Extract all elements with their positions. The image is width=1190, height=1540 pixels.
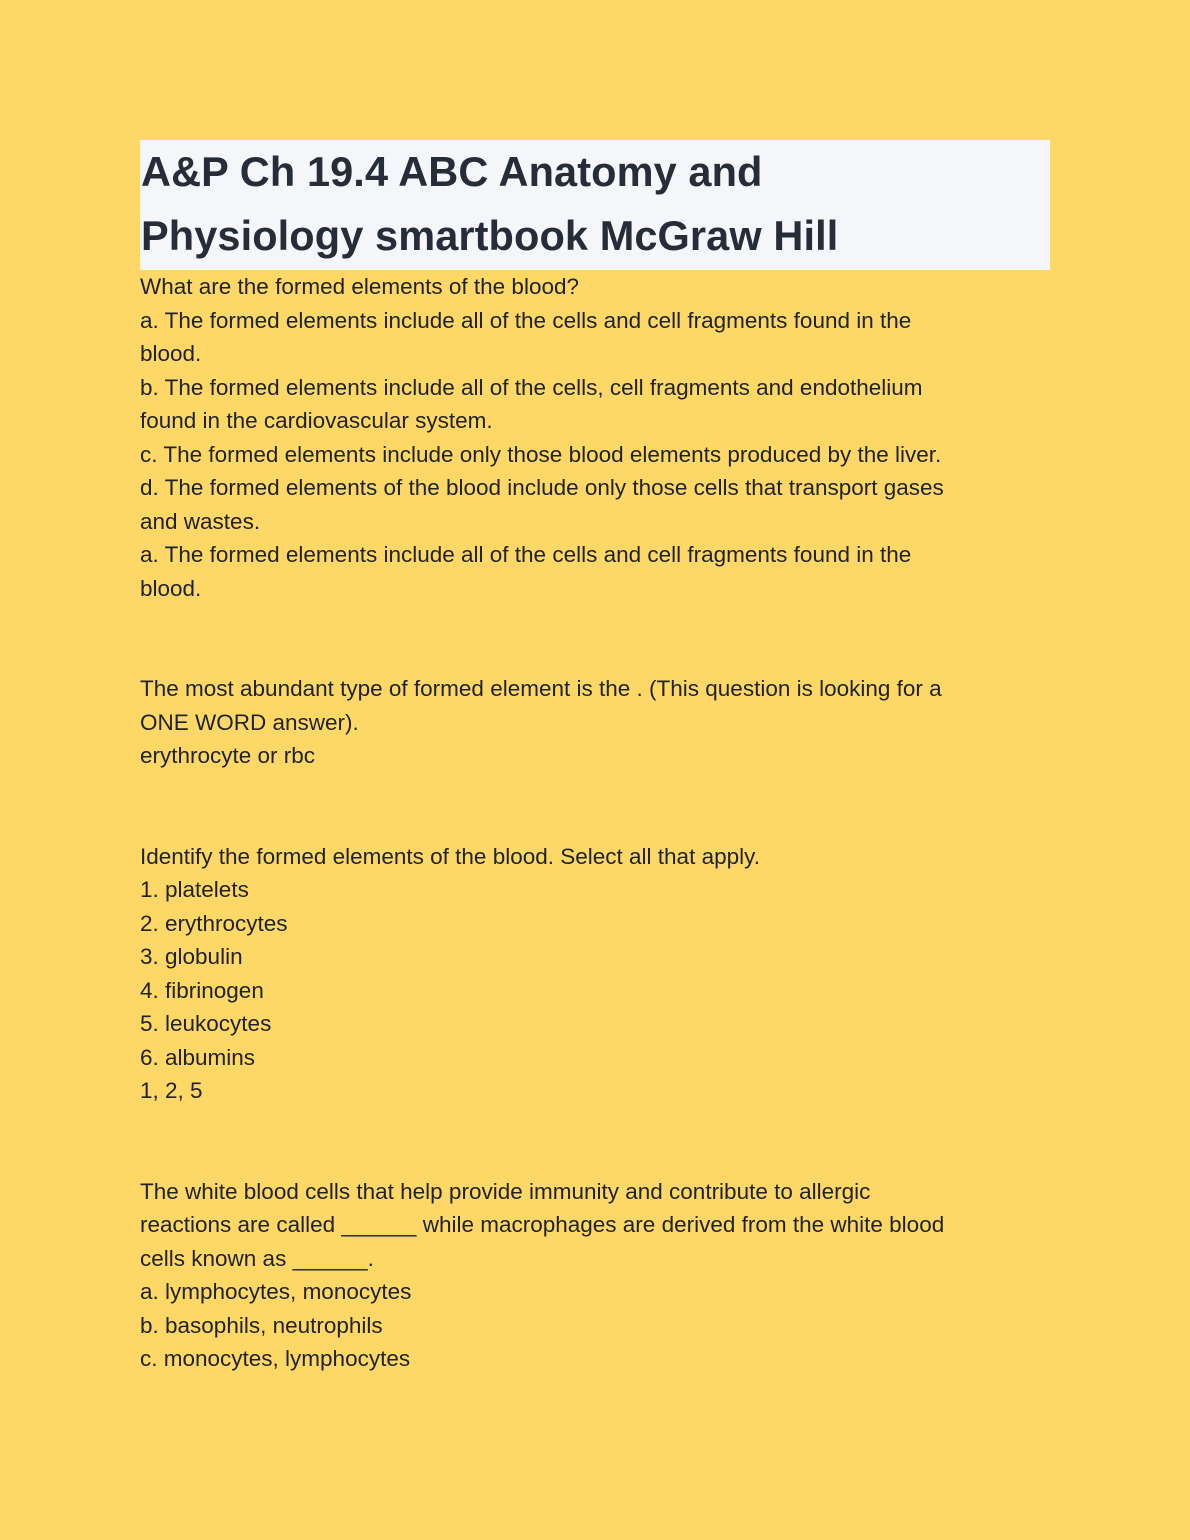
question-line: c. The formed elements include only those blood elements produced by the liver. <box>140 441 942 467</box>
question-line: a. The formed elements include all of the cells and cell fragments found in the <box>140 307 912 333</box>
question-line: reactions are called ______ while macrophages are derived from the white blood <box>140 1212 945 1237</box>
spacer <box>140 605 1050 672</box>
question-line: The most abundant type of formed element is the . (This question is looking for a <box>140 676 942 701</box>
answer-line: blood. <box>140 575 202 601</box>
question-line: cells known as ______. <box>140 1245 374 1271</box>
question-line: What are the formed elements of the blood? <box>140 274 580 299</box>
question-line: d. The formed elements of the blood include only those cells that transport gases <box>140 475 944 500</box>
question-block-1 <box>140 270 1050 605</box>
option-line: 6. albumins <box>140 1044 256 1070</box>
option-line: 1. platelets <box>140 877 249 902</box>
option-line: 2. erythrocytes <box>140 910 288 936</box>
question-line: b. The formed elements include all of the cells, cell fragments and endothelium <box>140 374 923 400</box>
title-line-2: Physiology smartbook McGraw Hill <box>141 212 839 259</box>
question-line: Identify the formed elements of the blood. Select all that apply. <box>140 843 760 869</box>
question-block-2 <box>140 672 1050 773</box>
option-line: a. lymphocytes, monocytes <box>140 1279 412 1304</box>
answer-line: erythrocyte or rbc <box>140 743 316 768</box>
question-block-3 <box>140 840 1050 1108</box>
question-block-4 <box>140 1175 1050 1376</box>
option-line: 5. leukocytes <box>140 1011 272 1036</box>
spacer <box>140 1108 1050 1175</box>
document-page <box>140 140 1050 1376</box>
question-line: and wastes. <box>140 508 261 534</box>
answer-line: a. The formed elements include all of the cells and cell fragments found in the <box>140 542 912 567</box>
document-title <box>141 140 1050 268</box>
question-line: ONE WORD answer). <box>140 709 359 735</box>
question-line: The white blood cells that help provide immunity and contribute to allergic <box>140 1178 871 1204</box>
title-line-1: A&P Ch 19.4 ABC Anatomy and <box>141 148 763 195</box>
option-line: c. monocytes, lymphocytes <box>140 1346 411 1371</box>
option-line: 4. fibrinogen <box>140 977 264 1003</box>
option-line: 3. globulin <box>140 944 243 969</box>
title-box <box>140 140 1050 270</box>
spacer <box>140 773 1050 840</box>
option-line: b. basophils, neutrophils <box>140 1312 383 1338</box>
question-line: blood. <box>140 341 202 366</box>
question-line: found in the cardiovascular system. <box>140 408 493 433</box>
answer-line: 1, 2, 5 <box>140 1078 203 1103</box>
